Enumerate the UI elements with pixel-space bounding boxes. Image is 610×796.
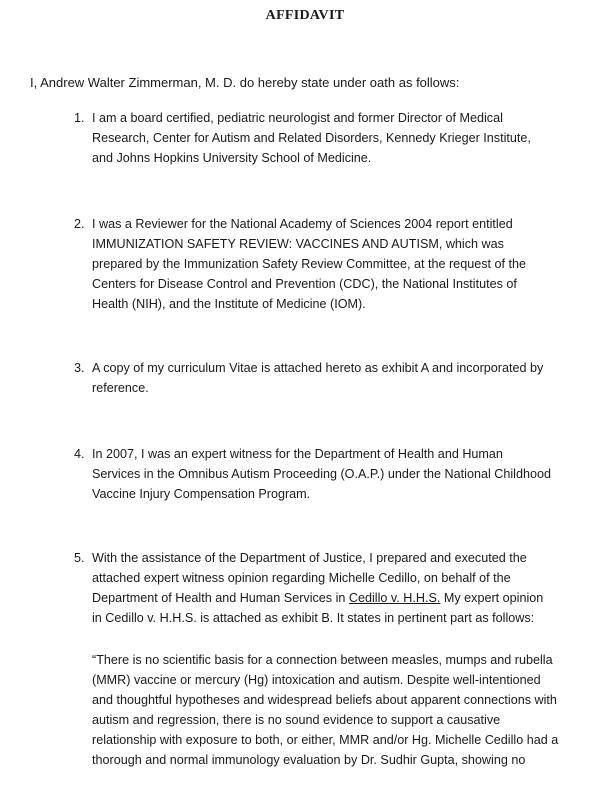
paragraph-5 [74, 548, 554, 628]
paragraph-4 [74, 444, 554, 504]
paragraph-number: 1. [74, 111, 85, 125]
paragraph-3 [74, 358, 554, 398]
quoted-opinion: “There is no scientific basis for a connection between measles, mumps and rubella (MMR) vaccine or mercury (Hg) intoxication and autism. Despite well-intentioned and thoughtful hypotheses and widespread beliefs about apparent connections with autism and regression, there is no sound evidence to support a causative relationship with exposure to both, or either, MMR and/or Hg. Michelle Cedillo had a thorough and normal immunology evaluation by Dr. Sudhir Gupta, showing no [92, 653, 559, 767]
paragraph-number: 4. [74, 447, 85, 461]
paragraph-text-after: My expert opinion in Cedillo v. H.H.S. is attached as exhibit B. It states in pertinent part as follows: [92, 591, 544, 625]
intro-statement: I, Andrew Walter Zimmerman, M. D. do hereby state under oath as follows: [30, 75, 460, 90]
paragraph-1 [74, 108, 554, 168]
paragraph-number: 5. [74, 551, 85, 565]
paragraph-number: 2. [74, 217, 85, 231]
paragraph-text: I was a Reviewer for the National Academy of Sciences 2004 report entitled IMMUNIZATION SAFETY REVIEW: VACCINES AND AUTISM, which was prepared by the Immunization Safety Review Committee, at the request of the Centers for Disease Control and Prevention (CDC), the National Institutes of Health (NIH), and the Institute of Medicine (IOM). [92, 217, 527, 311]
paragraph-text: In 2007, I was an expert witness for the Department of Health and Human Services in the Omnibus Autism Proceeding (O.A.P.) under the National Childhood Vaccine Injury Compensation Program. [92, 447, 551, 501]
paragraph-2 [74, 214, 554, 314]
paragraph-text [92, 548, 554, 628]
paragraph-text-before: With the assistance of the Department of Justice, I prepared and executed the attached expert witness opinion regarding Michelle Cedillo, on behalf of the Department of Health and Human Services in [92, 551, 527, 605]
document-title: AFFIDAVIT [265, 8, 345, 23]
paragraph-text: A copy of my curriculum Vitae is attached hereto as exhibit A and incorporated by reference. [92, 361, 544, 395]
paragraph-text: I am a board certified, pediatric neurologist and former Director of Medical Research, Center for Autism and Related Disorders, Kennedy Krieger Institute, and Johns Hopkins University School of Medicine. [92, 111, 531, 165]
paragraph-number: 3. [74, 361, 85, 375]
case-name-underlined: Cedillo v. H.H.S. [348, 591, 441, 605]
